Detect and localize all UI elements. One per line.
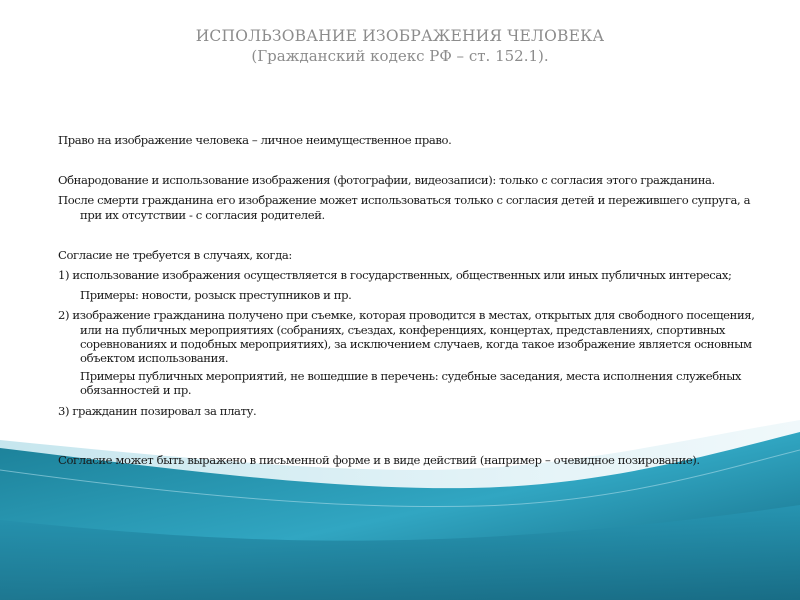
paragraph-examples-1: Примеры: новости, розыск преступников и пр. xyxy=(80,288,352,303)
paragraph-exception-1: 1) использование изображения осуществляется в государственных, общественных или иных публичных интересах; xyxy=(58,268,732,283)
slide-body xyxy=(58,133,758,467)
paragraph-consent-required: Обнародование и использование изображения (фотографии, видеозаписи): только с согласия этого гражданина. xyxy=(58,173,715,188)
paragraph-exceptions-intro: Согласие не требуется в случаях, когда: xyxy=(58,247,292,262)
title-heading: ИСПОЛЬЗОВАНИЕ ИЗОБРАЖЕНИЯ ЧЕЛОВЕКА xyxy=(195,27,605,45)
slide-title xyxy=(0,26,800,66)
paragraph-exception-3: 3) гражданин позировал за плату. xyxy=(58,403,257,418)
paragraph-exception-2: 2) изображение гражданина получено при съемке, которая проводится в местах, открытых для свободного посещения, или на публичных мероприятиях (собраниях, съездах, конференциях, концертах, представлениях, спортивных соревнованиях и подобных мероприятиях), за исключением случаев, когда такое изображение является основным объектом использования. xyxy=(58,308,755,366)
paragraph-right-definition: Право на изображение человека – личное неимущественное право. xyxy=(58,133,452,147)
title-subheading: (Гражданский кодекс РФ – ст. 152.1). xyxy=(251,47,549,65)
paragraph-consent-form: Согласие может быть выражено в письменной форме и в виде действий (например – очевидное позирование). xyxy=(58,452,700,467)
paragraph-examples-2: Примеры публичных мероприятий, не вошедшие в перечень: судебные заседания, места исполнения служебных обязанностей и пр. xyxy=(80,369,742,398)
paragraph-after-death: После смерти гражданина его изображение может использоваться только с согласия детей и пережившего супруга, а при их отсутствии - с согласия родителей. xyxy=(58,193,751,222)
